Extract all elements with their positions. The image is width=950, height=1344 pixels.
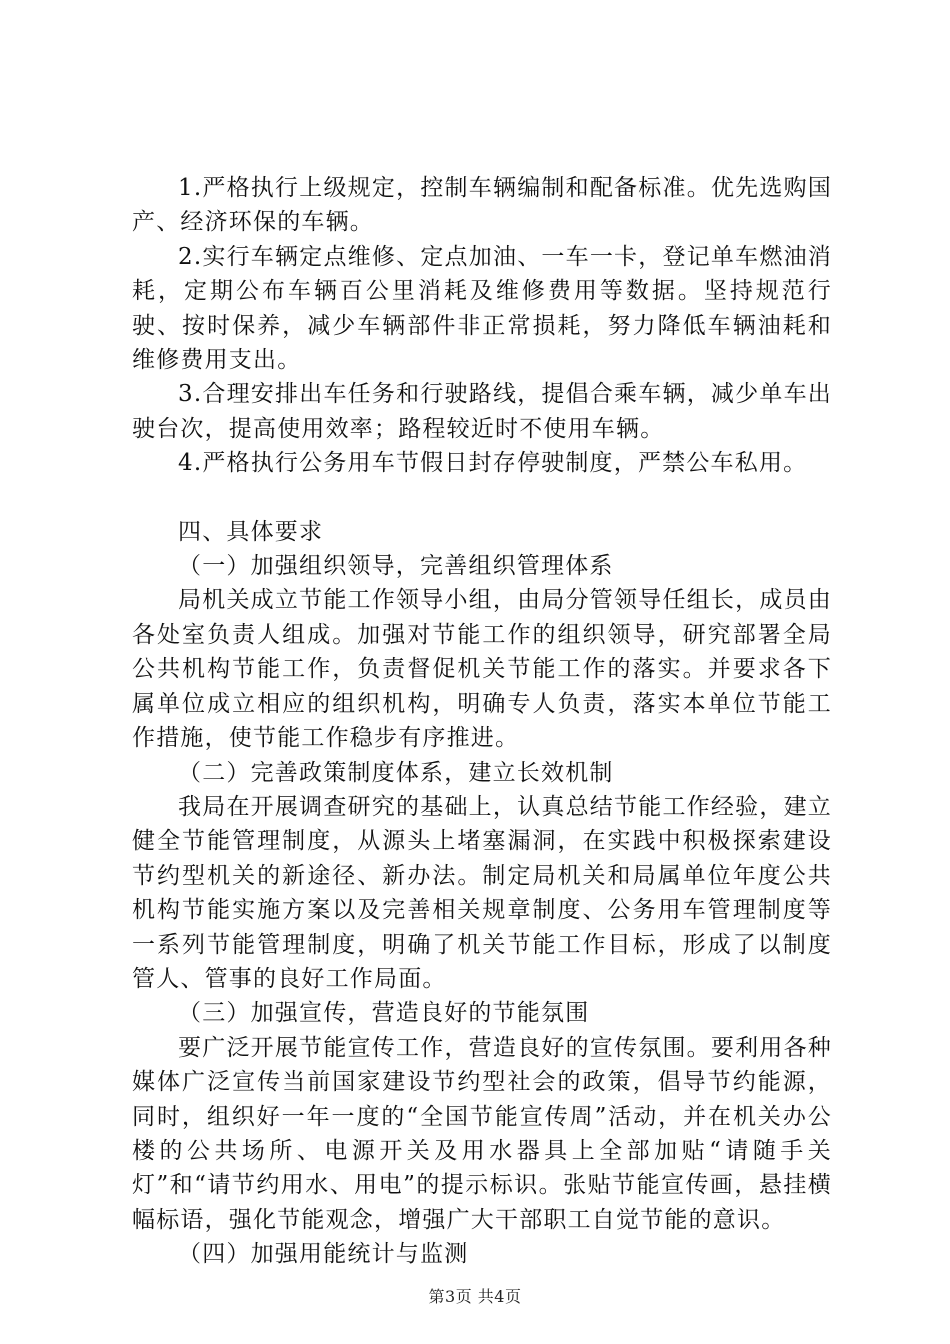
paragraph-policy: 我局在开展调查研究的基础上，认真总结节能工作经验，建立健全节能管理制度，从源头上堵塞漏洞，在实践中积极探索建设节约型机关的新途径、新办法。制定局机关和局属单位年度公共机构节能实施方案以及完善相关规章制度、公务用车管理制度等一系列节能管理制度，明确了机关节能工作目标，形成了以制度管人、管事的良好工作局面。 bbox=[132, 793, 832, 992]
paragraph-vehicle-3: 3.合理安排出车任务和行驶路线，提倡合乘车辆，减少单车出驶台次，提高使用效率；路程较近时不使用车辆。 bbox=[132, 381, 832, 442]
paragraph-vehicle-2: 2.实行车辆定点维修、定点加油、一车一卡，登记单车燃油消耗，定期公布车辆百公里消耗及维修费用等数据。坚持规范行驶、按时保养，减少车辆部件非正常损耗，努力降低车辆油耗和维修费用支出。 bbox=[132, 243, 832, 374]
subheading-monitoring: （四）加强用能统计与监测 bbox=[178, 1241, 469, 1268]
document-body bbox=[132, 171, 832, 1272]
subheading-policy: （二）完善政策制度体系，建立长效机制 bbox=[178, 759, 614, 786]
paragraph-vehicle-4: 4.严格执行公务用车节假日封存停驶制度，严禁公车私用。 bbox=[178, 450, 808, 477]
paragraph-organization: 局机关成立节能工作领导小组，由局分管领导任组长，成员由各处室负责人组成。加强对节能工作的组织领导，研究部署全局公共机构节能工作，负责督促机关节能工作的落实。并要求各下属单位成立相应的组织机构，明确专人负责，落实本单位节能工作措施，使节能工作稳步有序推进。 bbox=[132, 587, 832, 752]
paragraph-vehicle-1: 1.严格执行上级规定，控制车辆编制和配备标准。优先选购国产、经济环保的车辆。 bbox=[132, 175, 832, 236]
page-number-footer: 第3页 共4页 bbox=[428, 1287, 522, 1306]
section-heading-requirements: 四、具体要求 bbox=[178, 518, 324, 545]
subheading-organization: （一）加强组织领导，完善组织管理体系 bbox=[178, 553, 614, 580]
subheading-publicity: （三）加强宣传，营造良好的节能氛围 bbox=[178, 1000, 590, 1027]
paragraph-publicity: 要广泛开展节能宣传工作，营造良好的宣传氛围。要利用各种媒体广泛宣传当前国家建设节约型社会的政策，倡导节约能源，同时，组织好一年一度的“全国节能宣传周”活动，并在机关办公楼的公共场所、电源开关及用水器具上全部加贴“请随手关灯”和“请节约用水、用电”的提示标识。张贴节能宣传画，悬挂横幅标语，强化节能观念，增强广大干部职工自觉节能的意识。 bbox=[132, 1034, 832, 1233]
